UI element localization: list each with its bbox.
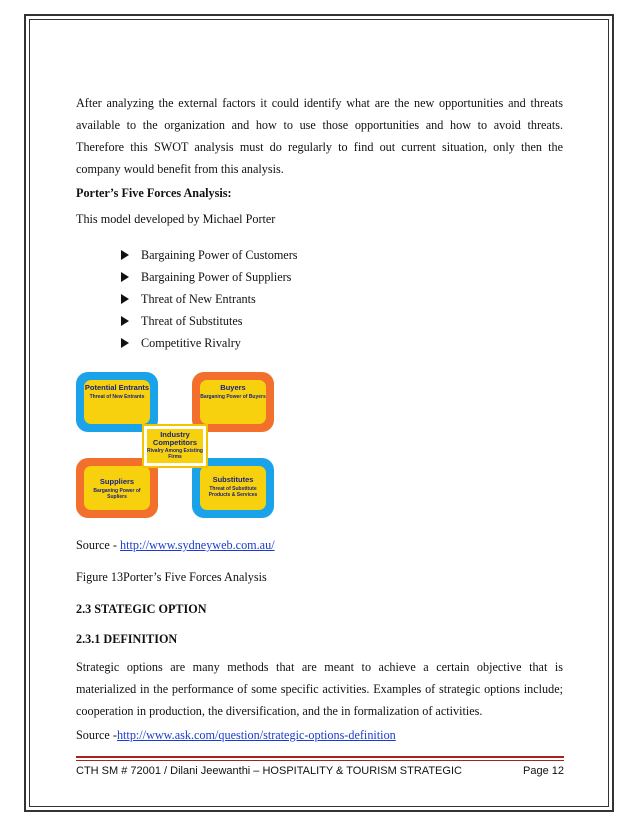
list-item: Competitive Rivalry (121, 332, 563, 354)
suppliers-box: Suppliers Barganing Power of Supliers (76, 458, 158, 518)
figure-caption: Figure 13Porter’s Five Forces Analysis (76, 570, 267, 584)
list-item: Bargaining Power of Suppliers (121, 266, 563, 288)
page-footer (76, 765, 564, 777)
buyers-box: Buyers Barganing Power of Buyers (192, 372, 274, 432)
paragraph-swot: After analyzing the external factors it could identify what are the new opportunities and threats available to the organization and how to use those opportunities and how to avoid threats. Therefore this SWOT analysis must do regularly to find out current situation, only then the company would benefit from this analysis. (76, 96, 563, 176)
forces-list (76, 244, 563, 354)
source-link-1[interactable]: http://www.sydneyweb.com.au/ (120, 538, 275, 552)
arrow-bullet-icon (121, 272, 129, 282)
industry-competitors-box: Industry Competitors Rivalry Among Existing Firms (142, 424, 208, 468)
list-item: Bargaining Power of Customers (121, 244, 563, 266)
list-item: Threat of New Entrants (121, 288, 563, 310)
list-item: Threat of Substitutes (121, 310, 563, 332)
page-number: Page 12 (523, 765, 564, 777)
footer-left-text: CTH SM # 72001 / Dilani Jeewanthi – HOSPITALITY & TOURISM STRATEGIC (76, 765, 462, 777)
lower-content (76, 534, 563, 746)
page-content (76, 92, 563, 354)
source-link-2[interactable]: http://www.ask.com/question/strategic-options-definition (116, 728, 396, 742)
source-line-2: Source -http://www.ask.com/question/strategic-options-definition (76, 728, 396, 742)
footer-rule-bottom (76, 760, 564, 761)
porter-intro: This model developed by Michael Porter (76, 212, 276, 226)
paragraph-strategic-options: Strategic options are many methods that are meant to achieve a certain objective that is materialized in the performance of some specific activities. Examples of strategic options include; cooperation in production, the diversification, and the in formalization of activities. (76, 660, 563, 718)
subsection-heading: 2.3.1 DEFINITION (76, 632, 178, 646)
source-line-1: Source - http://www.sydneyweb.com.au/ (76, 538, 275, 552)
arrow-bullet-icon (121, 316, 129, 326)
arrow-bullet-icon (121, 250, 129, 260)
porter-heading: Porter’s Five Forces Analysis: (76, 186, 232, 200)
footer-rule-top (76, 756, 564, 758)
arrow-bullet-icon (121, 294, 129, 304)
substitutes-box: Substitutes Threat of Substitute Products & Services (192, 458, 274, 518)
potential-entrants-box: Potential Entrants Threat of New Entrants (76, 372, 158, 432)
five-forces-diagram (76, 372, 274, 518)
arrow-bullet-icon (121, 338, 129, 348)
section-heading: 2.3 STATEGIC OPTION (76, 602, 207, 616)
